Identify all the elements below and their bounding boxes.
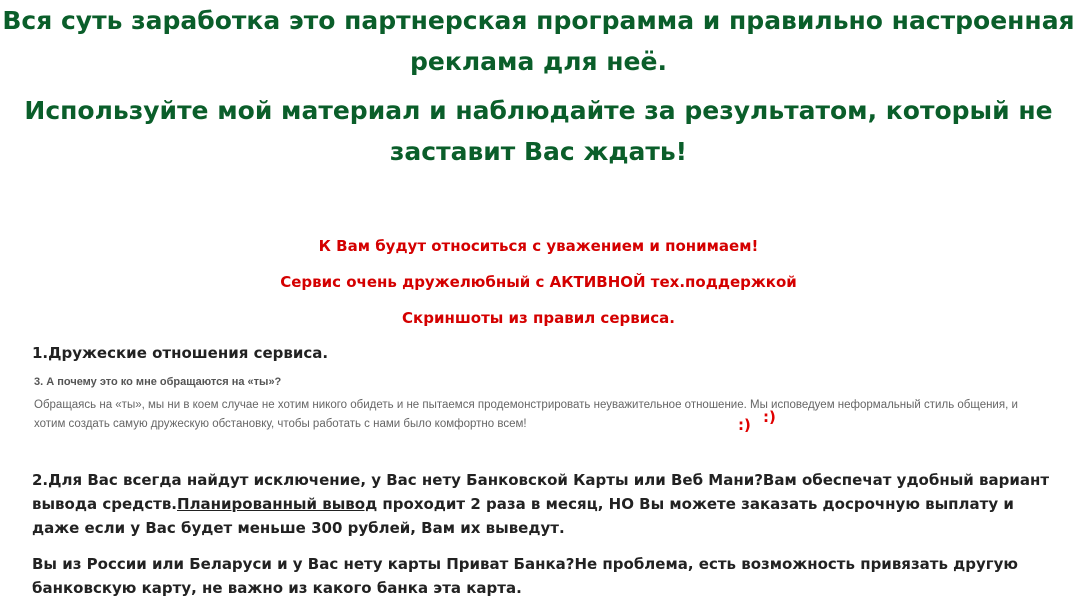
highlight-support: Сервис очень дружелюбный с АКТИВНОЙ тех.поддержкой	[280, 273, 797, 291]
highlight-respect: К Вам будут относиться с уважением и понимаем!	[318, 237, 759, 255]
headline-use-material: Используйте мой материал и наблюдайте за результатом, который не заставит Вас ждать!	[24, 96, 1053, 166]
paragraph-exceptions-start: 2.Для Вас всегда найдут исключение, у Вас нету Банковской Карты или Веб Мани?Вам обеспечат удобный вариант вывода средств.	[32, 471, 1050, 513]
rules-screenshot	[28, 372, 1058, 450]
headline-earnings: Вся суть заработка это партнерская программа и правильно настроенная реклама для неё.	[2, 6, 1075, 76]
smiley-icon: :)	[763, 408, 776, 426]
highlight-screenshots: Скриншоты из правил сервиса.	[402, 309, 675, 327]
paragraph-bank-card: Вы из России или Беларуси и у Вас нету карты Приват Банка?Не проблема, есть возможность привязать другую банковскую карту, не важно из какого банка эта карта.	[32, 555, 1019, 597]
smiley-icon: :)	[738, 416, 751, 434]
section-title-friendly: 1.Дружеские отношения сервиса.	[32, 344, 329, 362]
planned-withdrawal-link[interactable]: Планированный вывод	[177, 495, 378, 513]
paragraph-exceptions	[32, 468, 1052, 540]
screenshot-answer: Обращаясь на «ты», мы ни в коем случае не хотим никого обидеть и не пытаемся продемонстрировать неуважительное отношение. Мы исповедуем неформальный стиль общения, и хотим создать самую дружескую обстановку, чтобы работать с нами было комфортно всем!	[34, 399, 1018, 430]
paragraph-exceptions-end: проходит 2 раза в месяц, НО Вы можете заказать досрочную выплату и даже если у Вас будет меньше 300 рублей, Вам их выведут.	[32, 495, 1014, 537]
screenshot-question: 3. А почему это ко мне обращаются на «ты»?	[34, 376, 282, 388]
